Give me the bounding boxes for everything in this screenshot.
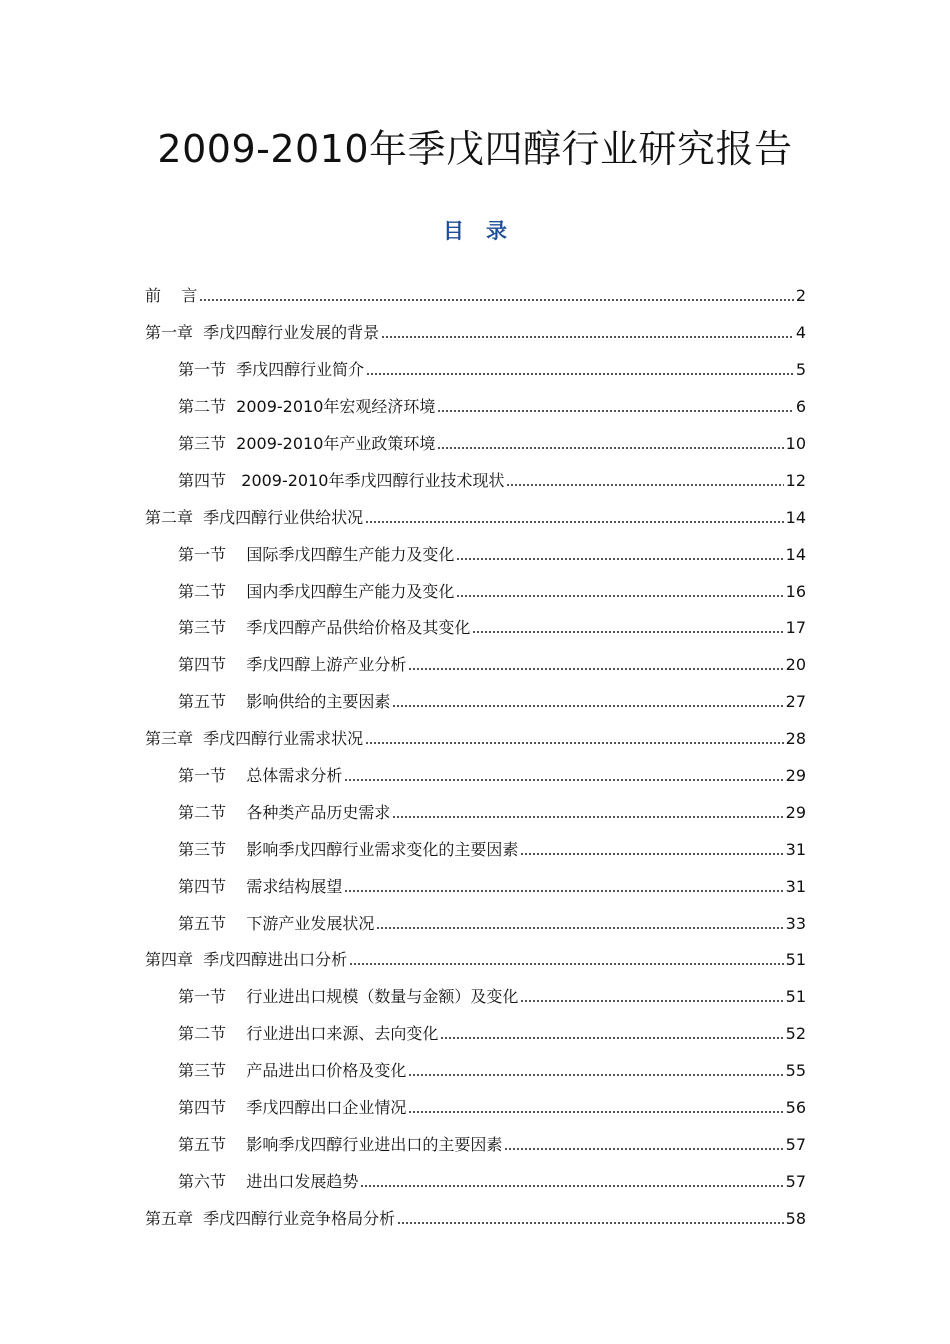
toc-entry-label: 第一节 行业进出口规模（数量与金额）及变化	[178, 987, 519, 1007]
toc-page-number: 12	[785, 470, 806, 490]
toc-section-entry[interactable]	[145, 1053, 806, 1090]
toc-entry-label: 第三节 季戊四醇产品供给价格及其变化	[178, 618, 471, 638]
toc-leader-dots	[408, 1111, 783, 1113]
toc-entry-label: 第二节 国内季戊四醇生产能力及变化	[178, 581, 455, 601]
toc-page-number: 5	[795, 360, 806, 380]
toc-leader-dots	[520, 853, 783, 855]
toc-entry-label: 第四章 季戊四醇进出口分析	[145, 950, 348, 970]
toc-entry-label: 第一节 总体需求分析	[178, 766, 343, 786]
toc-chapter-entry[interactable]	[145, 315, 806, 352]
toc-entry-label: 第五节 下游产业发展状况	[178, 913, 375, 933]
toc-section-entry[interactable]	[145, 352, 806, 389]
toc-section-entry[interactable]	[145, 794, 806, 831]
toc-leader-dots	[365, 521, 783, 523]
toc-page-number: 29	[785, 766, 806, 786]
toc-entry-label: 第四节 季戊四醇上游产业分析	[178, 655, 407, 675]
toc-section-entry[interactable]	[145, 647, 806, 684]
toc-page-number: 2	[795, 286, 806, 306]
toc-entry-label: 第三节 2009-2010年产业政策环境	[178, 434, 436, 453]
toc-entry-label: 第四节 季戊四醇出口企业情况	[178, 1098, 407, 1118]
toc-section-entry[interactable]	[145, 462, 806, 499]
toc-leader-dots	[365, 742, 783, 744]
toc-page-number: 58	[785, 1208, 806, 1228]
toc-leader-dots	[408, 1074, 783, 1076]
toc-section-entry[interactable]	[145, 536, 806, 573]
toc-page-number: 52	[785, 1024, 806, 1044]
toc-entry-label: 第四节 2009-2010年季戊四醇行业技术现状	[178, 470, 505, 490]
toc-section-entry[interactable]	[145, 1126, 806, 1163]
toc-chapter-entry[interactable]	[145, 499, 806, 536]
toc-leader-dots	[456, 595, 783, 597]
toc-entry-label: 第三章 季戊四醇行业需求状况	[145, 729, 364, 749]
toc-section-entry[interactable]	[145, 389, 806, 426]
toc-leader-dots	[397, 1222, 783, 1224]
toc-entry-label: 第四节 需求结构展望	[178, 876, 343, 896]
toc-page-number: 10	[785, 434, 806, 453]
toc-entry-label: 第一章 季戊四醇行业发展的背景	[145, 323, 380, 343]
toc-leader-dots	[437, 447, 783, 449]
toc-leader-dots	[504, 1148, 783, 1150]
toc-page-number: 51	[785, 987, 806, 1007]
toc-page-number: 31	[785, 839, 806, 859]
toc-chapter-entry[interactable]	[145, 1200, 806, 1237]
toc-entry-label: 第二节 行业进出口来源、去向变化	[178, 1024, 439, 1044]
toc-page-number: 4	[795, 323, 806, 343]
toc-page-number: 29	[785, 802, 806, 822]
toc-heading: 目录	[443, 219, 529, 243]
toc-entry-label: 第五节 影响供给的主要因素	[178, 692, 391, 712]
toc-page-number: 17	[785, 618, 806, 638]
toc-page-number: 14	[785, 507, 806, 527]
toc-leader-dots	[440, 1037, 783, 1039]
toc-leader-dots	[472, 631, 783, 633]
toc-entry-label: 前 言	[145, 286, 198, 306]
toc-leader-dots	[344, 890, 783, 892]
toc-section-entry[interactable]	[145, 831, 806, 868]
toc-entry-label: 第二章 季戊四醇行业供给状况	[145, 507, 364, 527]
toc-leader-dots	[376, 927, 783, 929]
toc-section-entry[interactable]	[145, 573, 806, 610]
toc-section-entry[interactable]	[145, 979, 806, 1016]
toc-entry-label: 第二节 2009-2010年宏观经济环境	[178, 397, 436, 417]
toc-entry-label: 第一节 国际季戊四醇生产能力及变化	[178, 544, 455, 564]
toc-page-number: 33	[785, 913, 806, 933]
toc-section-entry[interactable]	[145, 905, 806, 942]
toc-leader-dots	[366, 373, 794, 375]
toc-page-number: 55	[785, 1061, 806, 1081]
toc-leader-dots	[437, 410, 793, 412]
toc-section-entry[interactable]	[145, 1163, 806, 1200]
toc-page-number: 57	[785, 1171, 806, 1191]
toc-section-entry[interactable]	[145, 1090, 806, 1127]
toc-section-entry[interactable]	[145, 758, 806, 795]
toc-entry-label: 第三节 影响季戊四醇行业需求变化的主要因素	[178, 839, 519, 859]
toc-page-number: 6	[795, 397, 806, 417]
toc-entry-label: 第一节 季戊四醇行业简介	[178, 360, 365, 380]
toc-page-number: 51	[785, 950, 806, 970]
toc-page-number: 14	[785, 544, 806, 564]
toc-page-number: 20	[785, 655, 806, 675]
toc-leader-dots	[392, 816, 783, 818]
toc-chapter-entry[interactable]	[145, 942, 806, 979]
toc-entry-label: 第三节 产品进出口价格及变化	[178, 1061, 407, 1081]
toc-entry-label: 第五章 季戊四醇行业竞争格局分析	[145, 1208, 396, 1228]
table-of-contents	[145, 278, 806, 1237]
toc-chapter-entry[interactable]	[145, 278, 806, 315]
toc-section-entry[interactable]	[145, 426, 806, 463]
toc-page-number: 16	[785, 581, 806, 601]
toc-leader-dots	[520, 1000, 783, 1002]
toc-section-entry[interactable]	[145, 684, 806, 721]
toc-entry-label: 第二节 各种类产品历史需求	[178, 802, 391, 822]
toc-leader-dots	[456, 558, 783, 560]
toc-leader-dots	[381, 336, 794, 338]
toc-page-number: 27	[785, 692, 806, 712]
toc-leader-dots	[506, 484, 783, 486]
toc-page-number: 28	[785, 729, 806, 749]
toc-section-entry[interactable]	[145, 1016, 806, 1053]
toc-leader-dots	[199, 299, 793, 301]
toc-page-number: 56	[785, 1098, 806, 1118]
toc-page-number: 57	[785, 1134, 806, 1154]
toc-section-entry[interactable]	[145, 868, 806, 905]
toc-section-entry[interactable]	[145, 610, 806, 647]
document-title: 2009-2010年季戊四醇行业研究报告	[157, 127, 793, 171]
toc-entry-label: 第六节 进出口发展趋势	[178, 1171, 359, 1191]
toc-page-number: 31	[785, 876, 806, 896]
toc-leader-dots	[344, 779, 783, 781]
toc-leader-dots	[360, 1185, 783, 1187]
toc-chapter-entry[interactable]	[145, 721, 806, 758]
toc-leader-dots	[408, 668, 783, 670]
toc-entry-label: 第五节 影响季戊四醇行业进出口的主要因素	[178, 1134, 503, 1154]
toc-leader-dots	[349, 963, 783, 965]
toc-leader-dots	[392, 705, 783, 707]
